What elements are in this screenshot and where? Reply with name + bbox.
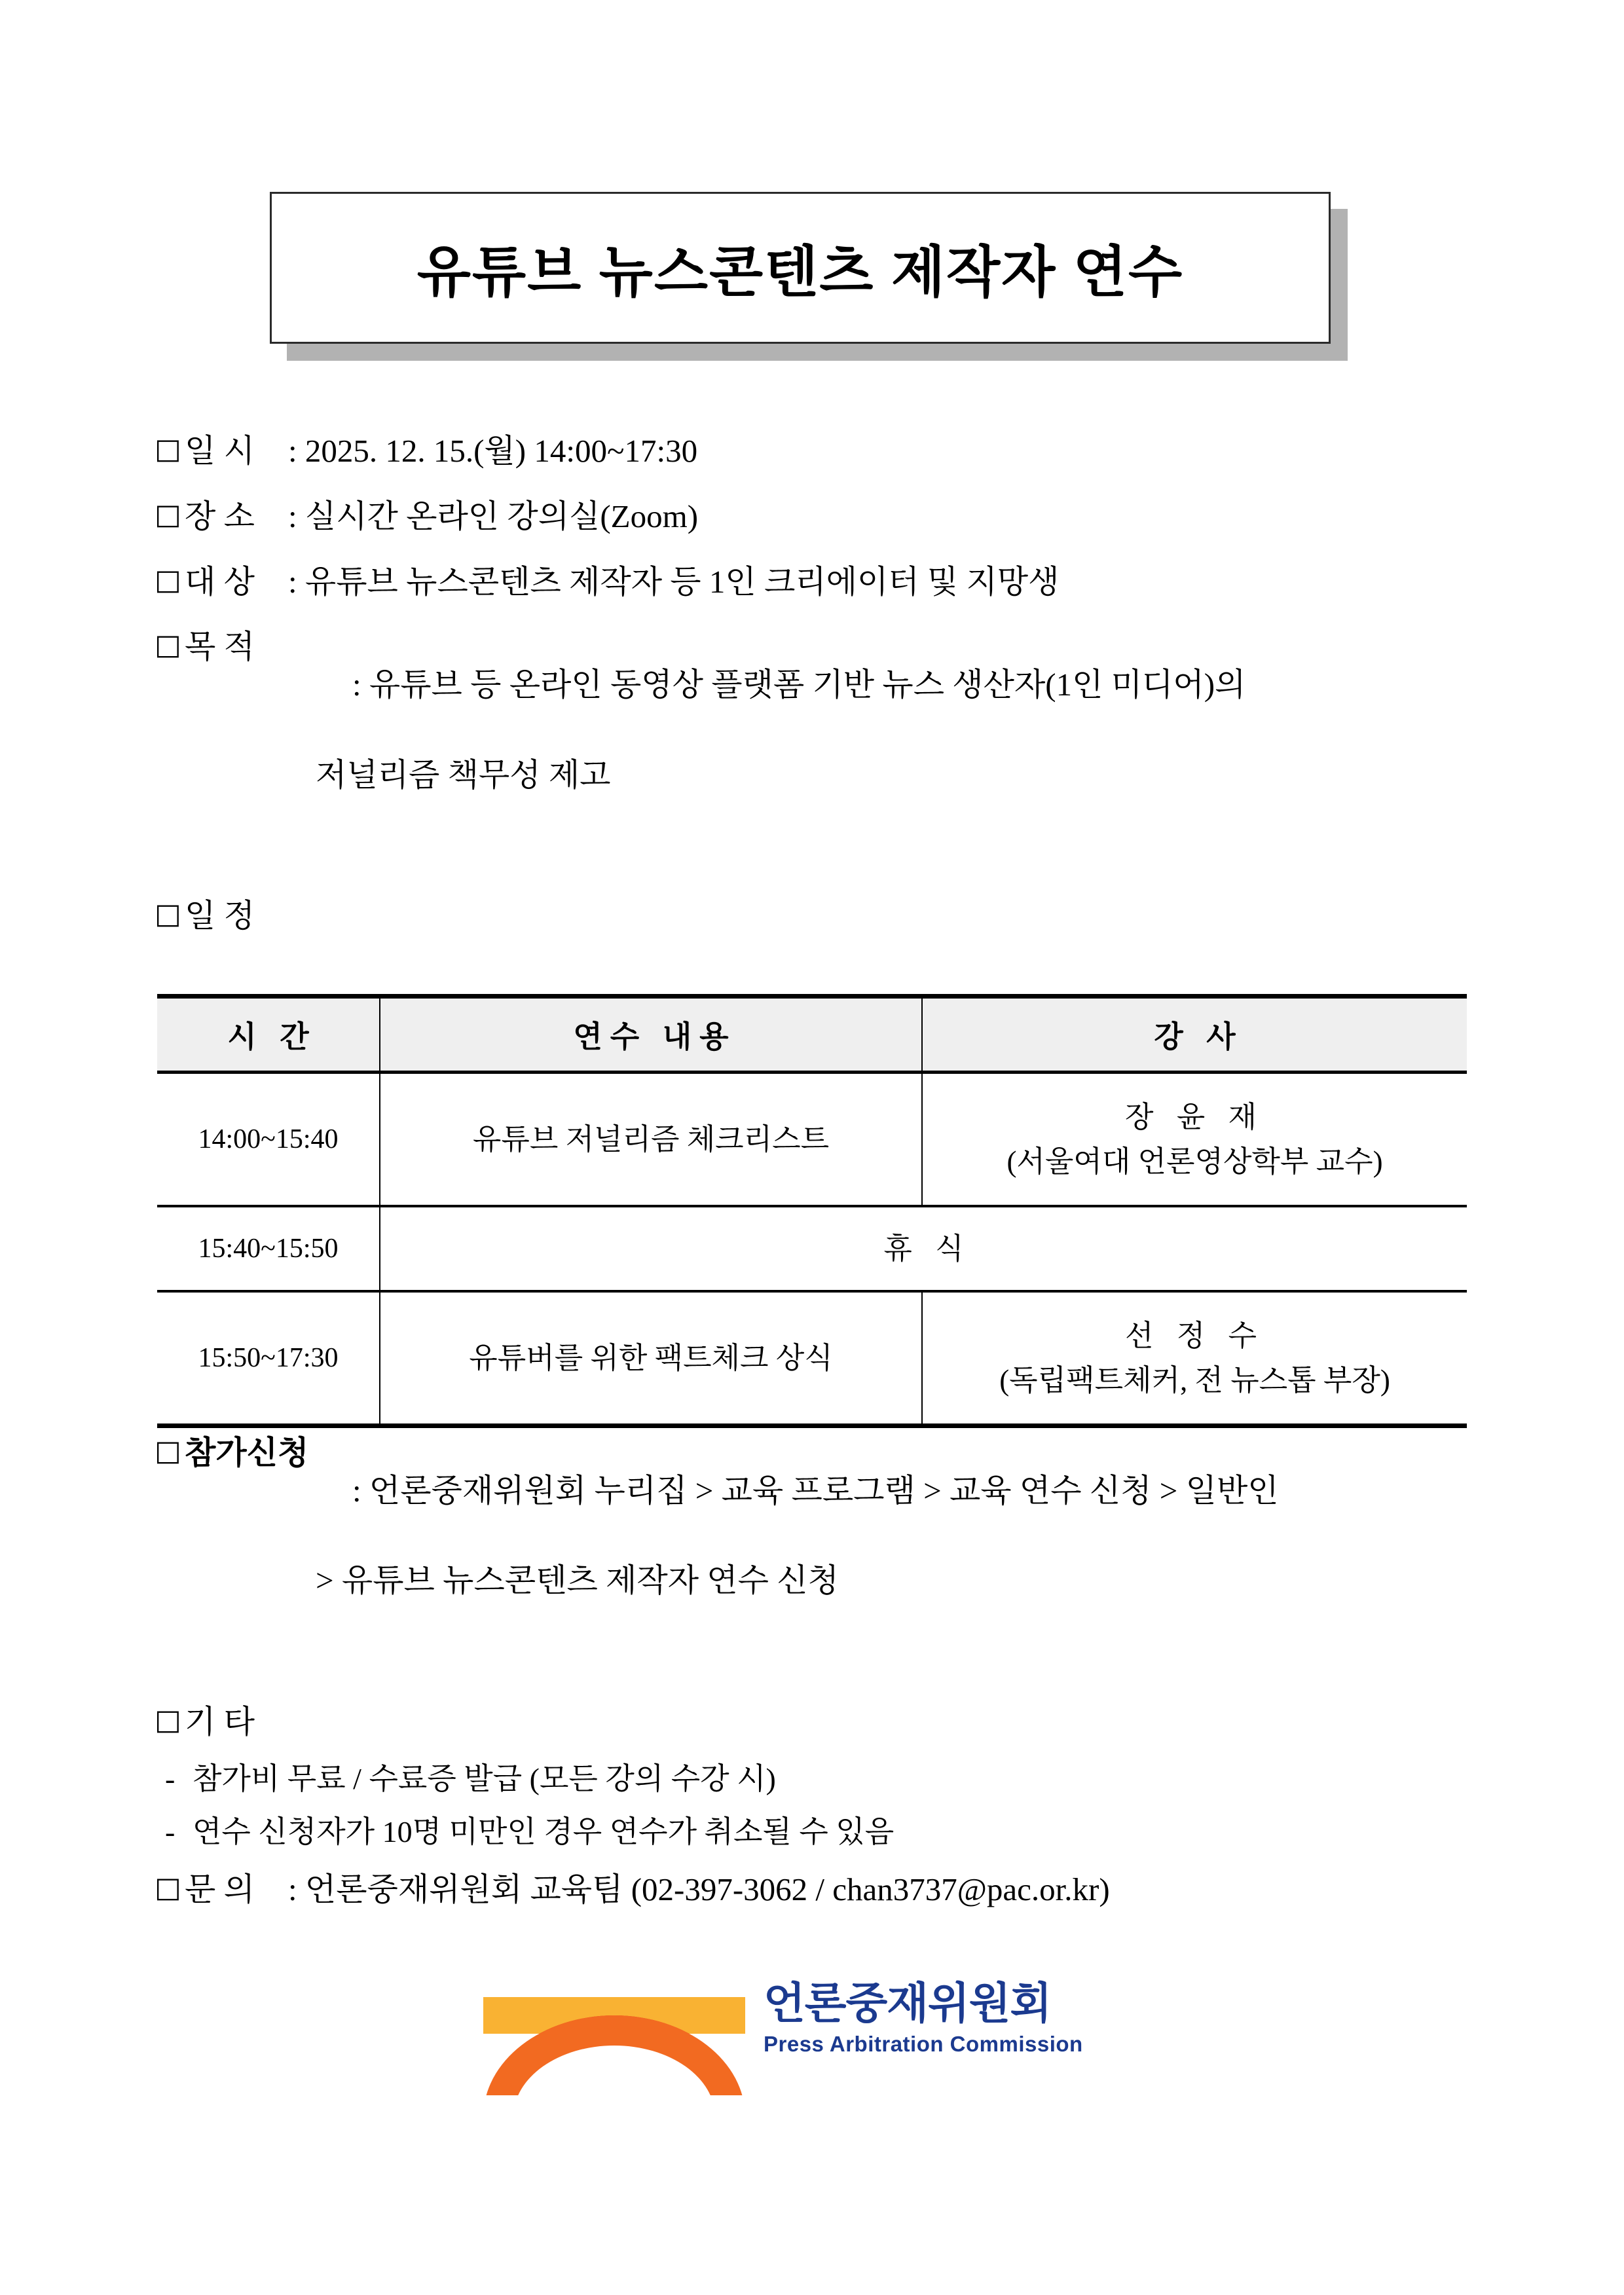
- logo-korean-name: 언론중재위원회: [764, 1979, 1052, 2027]
- list-item-label: 참가비 무료 / 수료증 발급 (모든 강의 수강 시): [193, 1761, 776, 1795]
- cell-topic: 유튜버를 위한 팩트체크 상식: [380, 1291, 922, 1426]
- list-item-label: 연수 신청자가 10명 미만인 경우 연수가 취소될 수 있음: [193, 1814, 895, 1848]
- cell-time: 15:40~15:50: [157, 1206, 380, 1291]
- info-label-datetime: 일 시: [185, 433, 255, 469]
- lecturer-affiliation: (서울여대 언론영상학부 교수): [1006, 1145, 1383, 1178]
- info-value-purpose: : 유튜브 등 온라인 동영상 플랫폼 기반 뉴스 생산자(1인 미디어)의: [352, 667, 1246, 703]
- info-value-purpose-line2: 저널리즘 책무성 제고: [316, 756, 611, 793]
- lecturer-name: 선 정 수: [1125, 1319, 1264, 1352]
- column-header-content: 연수 내용: [380, 997, 922, 1073]
- column-header-lecturer: 강 사: [922, 997, 1467, 1073]
- info-value-datetime: : 2025. 12. 15.(월) 14:00~17:30: [288, 433, 698, 469]
- checkbox-icon: □: [155, 898, 181, 931]
- info-row-datetime: [155, 432, 1471, 470]
- etc-list: [155, 1761, 1484, 1850]
- lecturer-name: 장 윤 재: [1125, 1100, 1264, 1133]
- dash-icon: -: [165, 1761, 175, 1795]
- info-row-registration: [155, 1434, 1484, 1676]
- cell-lecturer: [922, 1073, 1467, 1207]
- lecturer-affiliation: (독립팩트체커, 전 뉴스톱 부장): [999, 1364, 1390, 1397]
- column-header-time: 시 간: [157, 997, 380, 1073]
- cell-time: 15:50~17:30: [157, 1291, 380, 1426]
- lower-info-block: [155, 1434, 1484, 1936]
- info-value-registration-line2: > 유튜브 뉴스콘텐츠 제작자 연수 신청: [316, 1562, 839, 1599]
- info-value-registration: : 언론중재위원회 누리집 > 교육 프로그램 > 교육 연수 신청 > 일반인: [352, 1472, 1279, 1509]
- table-row: [157, 1206, 1467, 1291]
- checkbox-icon: □: [155, 433, 181, 466]
- checkbox-icon: □: [155, 629, 181, 662]
- info-value-registration-wrap: [288, 1434, 1484, 1676]
- logo-text-block: [764, 1981, 1143, 2057]
- logo-mark-icon: [483, 1979, 745, 2095]
- schedule-table-body: [157, 1073, 1467, 1426]
- checkbox-icon: □: [155, 1871, 181, 1905]
- cell-topic: 유튜브 저널리즘 체크리스트: [380, 1073, 922, 1207]
- info-value-contact: : 언론중재위원회 교육팀 (02-397-3062 / chan3737@pac.or.kr): [288, 1871, 1110, 1908]
- info-row-audience: [155, 563, 1471, 601]
- checkbox-icon: □: [155, 1703, 181, 1736]
- checkbox-icon: □: [155, 1435, 181, 1467]
- info-label-etc: 기 타: [185, 1703, 255, 1740]
- info-label-purpose: 목 적: [185, 629, 255, 665]
- checkbox-icon: □: [155, 498, 181, 531]
- cell-lecturer: [922, 1291, 1467, 1426]
- info-value-place: : 실시간 온라인 강의실(Zoom): [288, 498, 699, 534]
- info-label-schedule: 일 정: [185, 898, 255, 934]
- list-item: [155, 1814, 1484, 1850]
- info-row-schedule-heading: [155, 897, 1471, 935]
- dash-icon: -: [165, 1814, 175, 1848]
- schedule-table-head: [157, 997, 1467, 1073]
- info-value-purpose-wrap: [288, 628, 1471, 870]
- info-label-audience: 대 상: [185, 563, 255, 600]
- table-row: [157, 1073, 1467, 1207]
- page-title: 유튜브 뉴스콘텐츠 제작자 연수: [416, 242, 1184, 304]
- info-label-contact: 문 의: [185, 1871, 255, 1908]
- list-item: [155, 1761, 1484, 1797]
- info-row-etc: [155, 1703, 1484, 1741]
- table-header-row: [157, 997, 1467, 1073]
- info-row-purpose: [155, 628, 1471, 870]
- organization-logo: [483, 1964, 1145, 2095]
- info-block: [155, 432, 1471, 952]
- info-row-contact: [155, 1871, 1484, 1909]
- title-banner-box: [270, 192, 1331, 344]
- info-row-place: [155, 498, 1471, 536]
- schedule-table: [157, 994, 1467, 1428]
- title-banner: [270, 192, 1331, 344]
- checkbox-icon: □: [155, 563, 181, 597]
- info-label-registration: 참가신청: [185, 1435, 309, 1471]
- logo-english-name: Press Arbitration Commission: [764, 2032, 1083, 2057]
- cell-time: 14:00~15:40: [198, 1124, 339, 1154]
- info-label-place: 장 소: [185, 498, 255, 534]
- table-row: [157, 1291, 1467, 1426]
- cell-break: 휴 식: [380, 1206, 1467, 1291]
- schedule-table-wrapper: [157, 994, 1467, 1428]
- info-value-audience: : 유튜브 뉴스콘텐츠 제작자 등 1인 크리에이터 및 지망생: [288, 563, 1060, 600]
